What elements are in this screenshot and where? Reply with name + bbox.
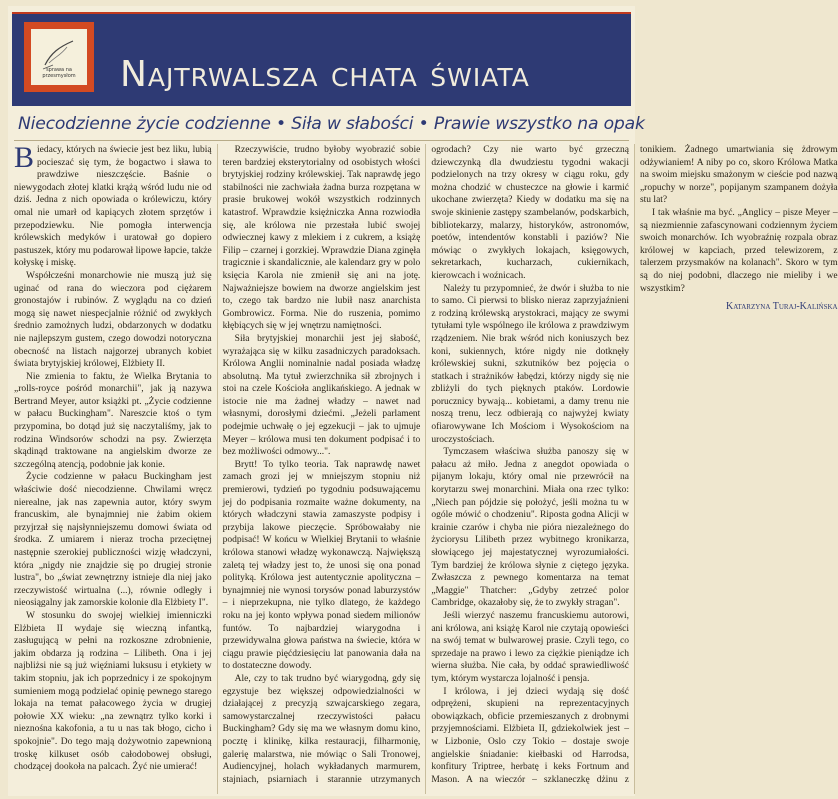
paragraph: I królowa, i jej dzieci wydają się dość odprężeni, skupieni na reprezentacyjnych obowiązkach, obficie przemieszanych z drobnymi przyjemnościami. Elżbieta II, gdziekolwiek jest – w Lizbonie, Oslo czy Tokio – dostaje swoje angielskie śniadanie: kiełbaski od Harrodsa, konfitury Triptree, herbatę i keks Fortnum and Mason. A na wieczór – szklaneczkę dżinu z tonikiem. Żadnego umartwiania się żdrowym odżywianiem! A niby po co, skoro Królowa Matka na swoim miejsku smażonym w cieście pod nazwą „ropuchy w norze", popijanym szampanem dożyła stu lat? xyxy=(431,145,838,785)
paragraph: Tymczasem właściwa służba panoszy się w pałacu aż miło. Jedna z anegdot opowiada o pijanym lokaju, który omal nie przewrócił na korytarzu swej monarchini. Miała ona rzec tylko: „Niech pan pójdzie się położyć, jeśli można tu w ogóle mówić o chodzeniu". Riposta godna Alicji w krainie czarów i chyba nie pióra niezależnego do życiorysu Lilibeth przez wybitnego kronikarza, słowiącego jej majestatycznej wyrozumiałości. Tym bardziej że królowa słynie z ciętego języka. Zwłaszcza z pewnego komentarza na temat „Maggie" Thatcher: „Gdyby zetrzeć polor Cambridge, okazałoby się, że to zwykły stragan". xyxy=(431,447,629,609)
article-body xyxy=(14,141,838,794)
paragraph: I tak właśnie ma być. „Anglicy – pisze Meyer – są niezmiennie zafascynowani codziennym życiem swoich monarchów. Ich wyobraźnię rozpala obraz królowej w kapciach, przed telewizorem, z talerzem przysmaków na kolanach". Skoro w tym są do niej podobni, dlaczego nie mieliby i we wszystkim? xyxy=(639,207,838,294)
paragraph: W stosunku do swojej wielkiej imienniczki Elżbieta II wydaje się wieczną infantką, zasługującą w pełni na rozkoszne zdrobnienie, jakim obdarza ją rodzina – Lilibeth. Ona i jej najbliżsi nie są już więźniami luksusu i etykiety w takim stopniu, jak ich poprzednicy i ze spokojnym sumieniem mogą podzielać opinię pewnego starego lokaja na temat pałacowego życia w drugiej połowie XX wieku: „na zewnątrz tylko korki i nieznośna kakofonia, a tu u nas tak błogo, cicho i spokojnie". Do tego mają dożywotnio zapewnioną troskę kilkuset osób całodobowej obsługi, chodzącej dookoła na palcach. Żyć nie umierać! xyxy=(14,610,212,773)
header-banner xyxy=(12,12,631,106)
paragraph: Współcześni monarchowie nie muszą już się uginać od rana do wieczora pod ciężarem gronostajów i rubinów. Z wyglądu na co dzień mogą się nawet niespecjalnie różnić od zwykłych średnio zamożnych ludzi, obdarzonych w dodatku nie najlepszym gustem, czego dowodzi notoryczna obecność na listach najgorzej ubranych kobiet świata brytyjskiej królowej, Elżbiety II. xyxy=(14,270,212,370)
logo-caption: sprawa na przesmysłom xyxy=(42,67,76,79)
article-subtitle: Niecodzienne życie codzienne • Siła w słabości • Prawie wszystko na opak xyxy=(18,114,645,134)
paragraph: Rzeczywiście, trudno byłoby wyobrazić sobie teren bardziej eksterytorialny od osobistych włości brytyjskiej rodziny królewskiej. Tak naprawdę jego stabilności nie zachwiała żadna burza rozpętana w prasie brukowej wokół wszystkich rodzinnych katastrof. Wprawdzie księżniczka Anna rozwiodła się, ale królowa nie przestała lubić swojej odwiecznej kawy z mlekiem i z cukrem, a książę Filip – czarnej i gorzkiej. Wprawdzie Diana zginęła tragicznie i skandalicznie, ale kalendarz gry w polo księcia Karola nie zmienił się ani na jotę. Najważniejsze bowiem na dworze angielskim jest to, czego tak bardzo nie lubił nasz anarchista Gombrowicz. Forma. Nie do ruszenia, pomimo kłębiących się w jej wnętrzu namiętności. xyxy=(222,145,421,332)
paragraph: Życie codzienne w pałacu Buckingham jest właściwie dość niecodzienne. Chwilami wręcz nierealne, jak nas zapewnia autor, który swym francuskim, ale bynajmniej nie żabim okiem przyjrzał się najsłynniejszemu domowi świata od środka. Z umiarem i nieraz trocha przeciętnej następnie szerokiej publiczności wizję władczyni, która „nigdy nie znajdzie się po drugiej stronie lustra", bo „świat zewnętrzny istnieje dla niej jako rzeczywistość wirtualna (...), równie odległy i nieosiągalny jak zamorskie kolonie dla Elżbiety I". xyxy=(14,472,212,609)
paragraph: Biedacy, których na świecie jest bez liku, lubią pocieszać się tym, że bogactwo i sława to prawdziwe nieszczęście. Baśnie o niewygodach złotej klatki krążą wśród ludu nie od dziś. Jedna z nich opowiada o królewiczu, który omal nie umarł od kapiących złotem sprzętów i przepodziewku. Nie pomogła interwencja królewskich medyków i uratował go dopiero pastuszek, który mu podarował lipowe łapcie, także kołyskę i miskę. xyxy=(14,141,212,269)
column-logo xyxy=(24,22,94,92)
paragraph: Brytt! To tylko teoria. Tak naprawdę nawet zamach grozi jej w mniejszym stopniu niż premierowi, tydzień po tygodniu podsuwającemu jej do podpisania rozmaite ważne dokumenty, na których władczyni stawia zamaszyste podpisy i przybija lakowe pieczęcie. Spróbowałaby nie podpisać! W końcu w Wielkiej Brytanii to właśnie królowa stanowi władzę wykonawczą. Największą zaletą tej władzy jest to, że unosi się ona ponad polityką. Królowa jest autentycznie apolityczna – bynajmniej nie wynosi torysów ponad laburzystów – i nieprzekupna, nie tylko dlatego, że każdego roku na jej konto wpływa ponad siedem milionów funtów. To najbardziej wiarygodna i przewidywalna głowa państwa na świecie, która w ciągu prawie pięćdziesięciu lat panowania dała na to dostateczne dowody. xyxy=(222,459,421,672)
paragraph: Nie zmienia to faktu, że Wielka Brytania to „rolls-royce pośród monarchii", jak ją nazywa Bertrand Meyer, autor książki pt. „Życie codzienne w pałacu Buckingham". Nareszcie ktoś o tym przypomina, bo dotąd już się naczytaliśmy, jak to rodzina Windsorów schodzi na psy. Zwierzęta skądinąd traktowane na angielskim dworze ze szczególną atencją, podobnie jak konie. xyxy=(14,371,212,470)
magazine-page xyxy=(8,6,838,796)
paragraph: Należy tu przypomnieć, że dwór i służba to nie to samo. Ci pierwsi to blisko nieraz zaprzyjaźnieni z rodziną królewską arystokraci, mający ze swymi tytułami tyle wspólnego ile królowa z prawdziwym rządzeniem. Nie brak wśród nich koniuszych bez koni, sukiennych, które nigdy nie dotknęły królewskiej sukni, szkutników bez pojęcia o statkach i strażników łabędzi, którzy nigdy się nie zbliżyli do tych pięknych ptaków. Lordowie porucznicy bywają... kobietami, a damy trenu nie noszą trenu, lecz odbierają co najwyżej kwiaty ofiarowywane Ich Mościom i Wysokościom na uroczystościach. xyxy=(431,283,629,445)
divider xyxy=(14,140,629,141)
author-signature: Katarzyna Turaj-Kalińska xyxy=(726,301,838,313)
drop-cap: B xyxy=(14,141,35,174)
paragraph: Jeśli wierzyć naszemu francuskiemu autorowi, ani królowa, ani książę Karol nie czytają opowieści na swój temat w bulwarowej prasie. Czyli tego, co sprzedaje na prawo i lewo za ciężkie pieniądze ich wierna służba. Nie cała, by oddać sprawiedliwość tym, którym wystarcza lojalność i pensja. xyxy=(431,610,629,684)
column-title: Najtrwalsza chata świata xyxy=(120,54,530,95)
paragraph: Ale, czy to tak trudno być wiarygodną, gdy się egzystuje bez większej odpowiedzialności w działającej z precyzją szwajcarskiego zegara, samowystarczalnej rzeczywistości pałacu Buckingham? Gdy się ma we własnym domu kino, pocztę i klinikę, kilka restauracji, filharmonię, galerię malarstwa, nie mówiąc o Sali Tronowej, Audiencyjnej, holach wykładanych marmurem, stajniach, psiarniach i starannie utrzymanych ogrodach? Czy nie warto być grzeczną dziewczynką dla dwudziestu tygodni wakacji podzielonych na trzy okresy w ciągu roku, gdy można chodzić w chusteczce na głowie i karmić ukochane zwierzęta? Kiedy w dodatku ma się na swoje skinienie zastępy szambelanów, podskarbich, bibliotekarzy, malarzy, historyków, astronomów, poetów, intendentów konstabli i paziów? Nie mówiąc o zwykłych lokajach, księgowych, sekretarkach, kucharzach, cukiernikach, kierowcach i woźnicach. xyxy=(222,145,629,785)
paragraph: Siła brytyjskiej monarchii jest jej słabość, wyrażająca się w kilku zasadniczych paradoksach. Królowa Anglii nominalnie nadal posiada władzę absolutną. Ma tytuł zwierzchnika sił zbrojnych i stoi na czele Kościoła anglikańskiego. A jednak w istocie nie ma żadnej władzy – nawet nad własnymi, dorosłymi dziećmi. „Jeżeli parlament podejmie uchwałę o jej egzekucji – jak to ujmuje Meyer – królowa musi ten dokument podpisać i to bez możliwości odmowy...". xyxy=(222,333,421,458)
